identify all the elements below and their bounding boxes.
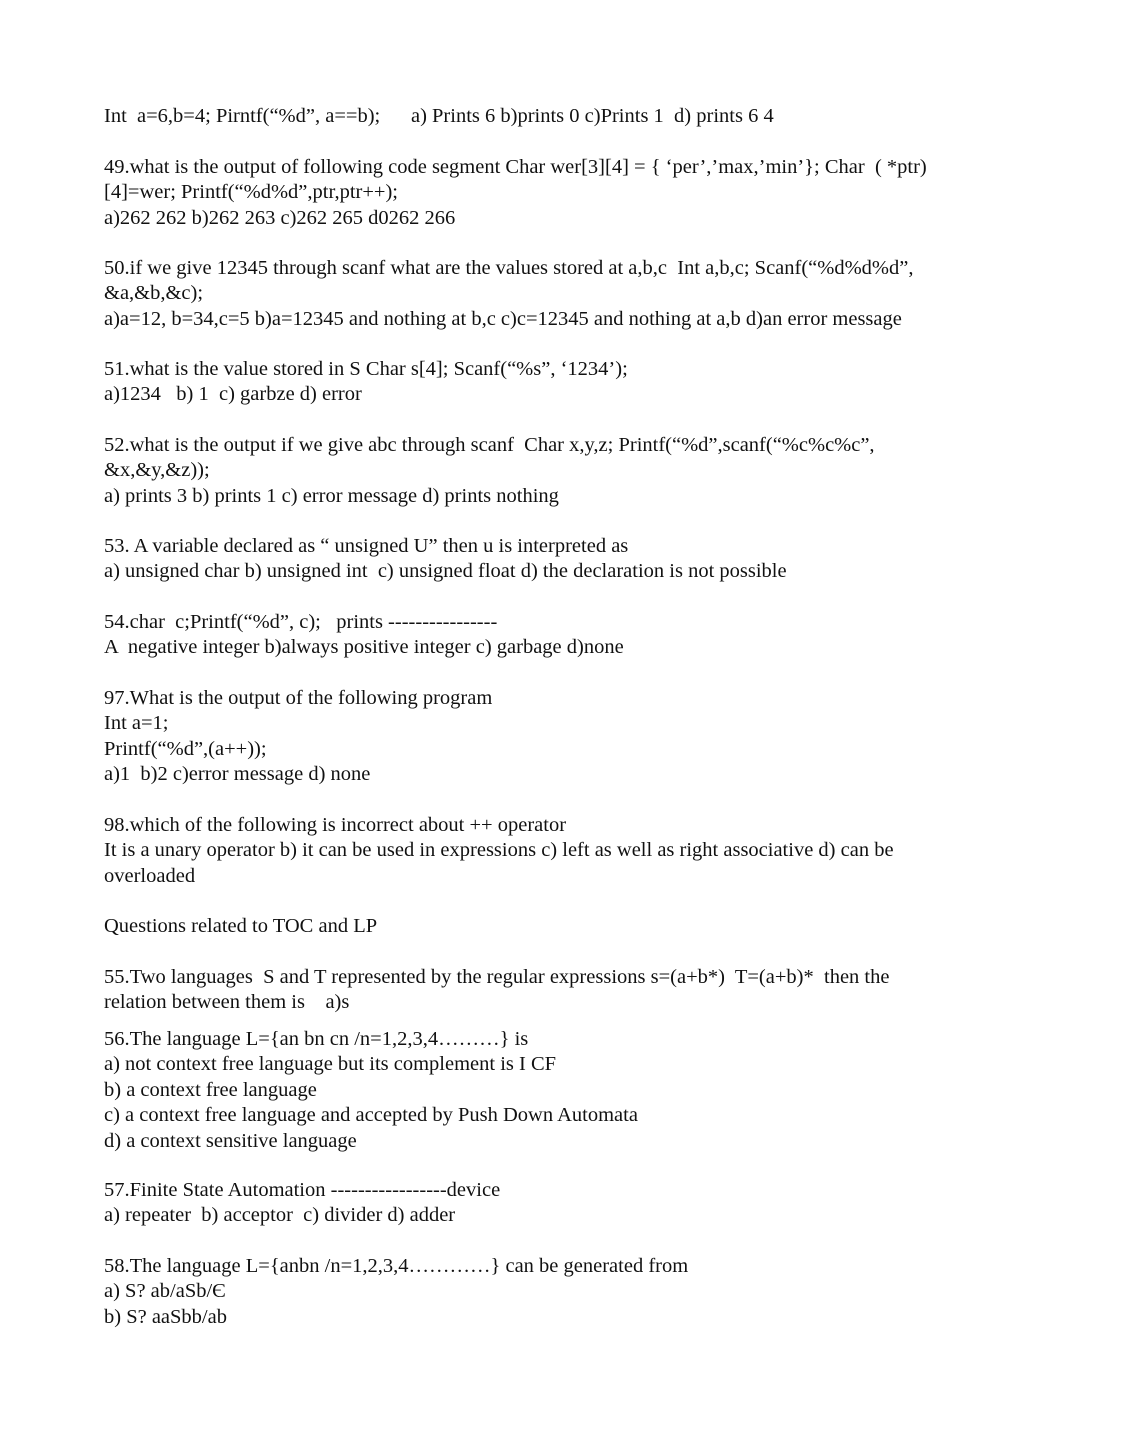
- question-text: Int a=6,b=4; Pirntf(“%d”, a==b); a) Prints 6 b)prints 0 c)Prints 1 d) prints 6 4: [104, 105, 774, 127]
- question-text: 53. A variable declared as “ unsigned U” then u is interpreted as: [104, 535, 629, 557]
- answer-options: a) repeater b) acceptor c) divider d) adder: [104, 1204, 456, 1227]
- question-text: &a,&b,&c);: [104, 282, 204, 305]
- question-56: [104, 1027, 638, 1154]
- answer-options: a) prints 3 b) prints 1 c) error message d) prints nothing: [104, 484, 559, 507]
- question-text: 58.The language L={anbn /n=1,2,3,4…………} can be generated from: [104, 1255, 689, 1277]
- question-text: 50.if we give 12345 through scanf what are the values stored at a,b,c Int a,b,c; Scanf(“%d%d%d”,: [104, 257, 914, 279]
- question-50: [104, 256, 913, 332]
- question-text: [4]=wer; Printf(“%d%d”,ptr,ptr++);: [104, 181, 399, 204]
- question-52: [104, 433, 875, 509]
- answer-options: a) unsigned char b) unsigned int c) unsigned float d) the declaration is not possible: [104, 560, 787, 583]
- question-text: 49.what is the output of following code segment Char wer[3][4] = { ‘per’,’max,’min’}; Char ( *ptr): [104, 156, 927, 178]
- question-55: [104, 965, 889, 1016]
- answer-option: c) a context free language and accepted by Push Down Automata: [104, 1104, 638, 1127]
- question-text: 98.which of the following is incorrect about ++ operator: [104, 814, 567, 836]
- answer-options: A negative integer b)always positive integer c) garbage d)none: [104, 636, 624, 659]
- answer-option: b) a context free language: [104, 1078, 317, 1101]
- question-48: [104, 104, 774, 129]
- question-57: [104, 1178, 500, 1229]
- question-58: [104, 1254, 688, 1330]
- question-text: 51.what is the value stored in S Char s[4]; Scanf(“%s”, ‘1234’);: [104, 358, 628, 380]
- answer-options: overloaded: [104, 864, 196, 887]
- question-49: [104, 155, 927, 231]
- section-heading-toc: [104, 914, 377, 939]
- question-text: 52.what is the output if we give abc through scanf Char x,y,z; Printf(“%d”,scanf(“%c%c%c”,: [104, 434, 875, 456]
- code-line: Printf(“%d”,(a++));: [104, 737, 267, 760]
- answer-option: a) S? ab/aSb/Є: [104, 1280, 226, 1303]
- question-text: 55.Two languages S and T represented by the regular expressions s=(a+b*) T=(a+b)* then the: [104, 966, 890, 988]
- answer-options: It is a unary operator b) it can be used in expressions c) left as well as right associative d) can be: [104, 839, 894, 862]
- question-text: &x,&y,&z));: [104, 459, 210, 482]
- question-text: relation between them is a)s: [104, 991, 350, 1014]
- question-53: [104, 534, 787, 585]
- answer-options: a)a=12, b=34,c=5 b)a=12345 and nothing at b,c c)c=12345 and nothing at a,b d)an error message: [104, 307, 902, 330]
- question-text: 97.What is the output of the following program: [104, 687, 493, 709]
- question-text: 56.The language L={an bn cn /n=1,2,3,4………} is: [104, 1028, 529, 1050]
- section-heading: Questions related to TOC and LP: [104, 915, 378, 937]
- answer-options: a)262 262 b)262 263 c)262 265 d0262 266: [104, 206, 456, 229]
- question-text: 54.char c;Printf(“%d”, c); prints ----------------: [104, 611, 498, 633]
- question-98: [104, 813, 894, 889]
- question-51: [104, 357, 628, 408]
- answer-options: a)1 b)2 c)error message d) none: [104, 763, 371, 786]
- question-97: [104, 686, 492, 788]
- code-line: Int a=1;: [104, 712, 169, 735]
- question-54: [104, 610, 624, 661]
- answer-option: d) a context sensitive language: [104, 1129, 357, 1152]
- answer-option: b) S? aaSbb/ab: [104, 1305, 227, 1328]
- answer-option: a) not context free language but its complement is I CF: [104, 1053, 557, 1076]
- question-text: 57.Finite State Automation -----------------device: [104, 1179, 501, 1201]
- answer-options: a)1234 b) 1 c) garbze d) error: [104, 383, 362, 406]
